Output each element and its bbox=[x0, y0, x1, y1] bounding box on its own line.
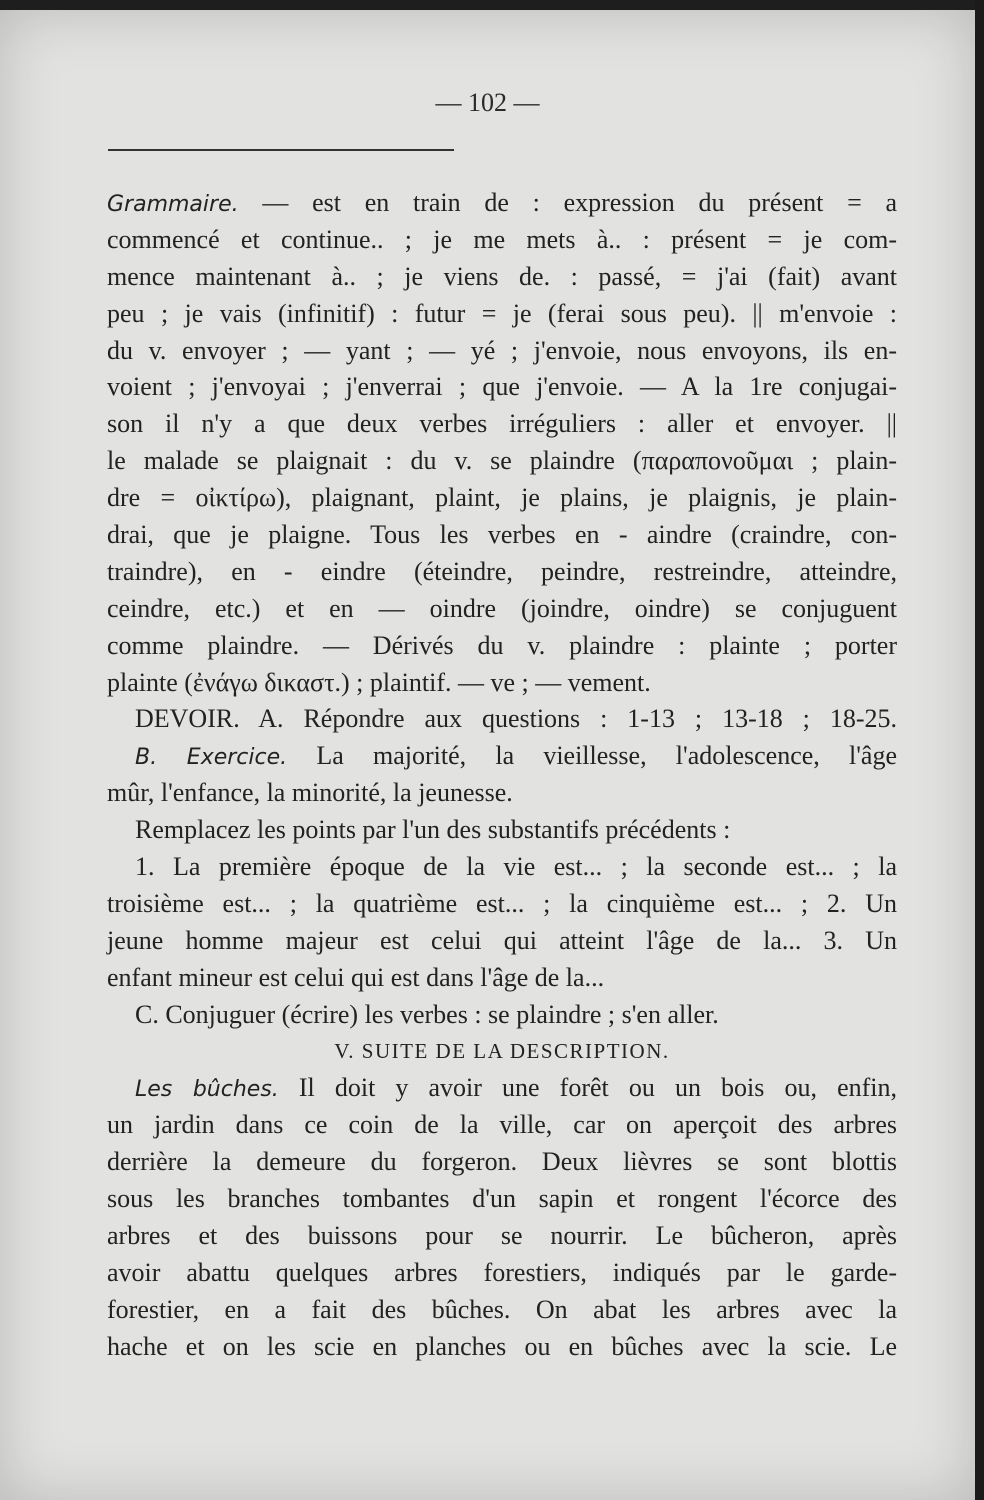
line-text: peu ; je vais (infinitif) : futur = je (ferai sous peu). || m'envoie : bbox=[107, 298, 897, 328]
text-line bbox=[107, 554, 897, 591]
line-text: 1. La première époque de la vie est... ; la seconde est... ; la bbox=[135, 852, 897, 882]
line-text: le malade se plaignait : du v. se plaindre (παραπονοῦμαι ; plain- bbox=[107, 446, 897, 476]
line-text: hache et on les scie en planches ou en bûches avec la scie. Le bbox=[107, 1331, 897, 1361]
line-text: derrière la demeure du forgeron. Deux lièvres se sont blottis bbox=[107, 1147, 897, 1177]
text-line bbox=[107, 406, 897, 443]
line-text: C. Conjuguer (écrire) les verbes : se plaindre ; s'en aller. bbox=[135, 999, 719, 1029]
text-line bbox=[107, 849, 897, 886]
scan-right-border bbox=[975, 0, 984, 1500]
section-rule bbox=[108, 149, 454, 151]
text-line bbox=[107, 1144, 897, 1181]
italic-lead: Grammaire. bbox=[107, 192, 239, 217]
text-line bbox=[107, 222, 897, 259]
text-line bbox=[107, 185, 897, 222]
line-text: troisième est... ; la quatrième est... ; la cinquième est... ; 2. Un bbox=[107, 888, 897, 918]
line-text: mûr, l'enfance, la minorité, la jeunesse. bbox=[107, 778, 513, 808]
line-text: du v. envoyer ; — yant ; — yé ; j'envoie, nous envoyons, ils en- bbox=[107, 335, 897, 365]
line-text: jeune homme majeur est celui qui atteint l'âge de la... 3. Un bbox=[107, 925, 897, 955]
text-line bbox=[107, 517, 897, 554]
italic-lead: B. Exercice. bbox=[135, 745, 288, 771]
line-text: son il n'y a que deux verbes irréguliers : aller et envoyer. || bbox=[107, 409, 897, 439]
book-page bbox=[0, 10, 975, 1500]
text-line bbox=[107, 1329, 897, 1366]
line-text: DEVOIR. A. Répondre aux questions : 1-13 ; 13-18 ; 18-25. bbox=[135, 704, 897, 734]
text-line bbox=[107, 369, 897, 406]
text-line bbox=[107, 997, 897, 1034]
text-line bbox=[107, 628, 897, 665]
text-line bbox=[107, 1070, 897, 1107]
line-text: mence maintenant à.. ; je viens de. : passé, = j'ai (fait) avant bbox=[107, 261, 897, 291]
text-line bbox=[107, 259, 897, 296]
text-line bbox=[107, 1218, 897, 1255]
line-text: voient ; j'envoyai ; j'enverrai ; que j'envoie. — A la 1re conjugai- bbox=[107, 372, 897, 402]
line-text: La majorité, la vieillesse, l'adolescence, l'âge bbox=[287, 741, 897, 771]
text-line bbox=[107, 1292, 897, 1329]
line-text: avoir abattu quelques arbres forestiers, indiqués par le garde- bbox=[107, 1257, 897, 1287]
scan-top-border bbox=[0, 0, 984, 10]
line-text: — est en train de : expression du présent = a bbox=[238, 188, 897, 217]
line-text: forestier, en a fait des bûches. On abat les arbres avec la bbox=[107, 1294, 897, 1324]
text-line bbox=[107, 886, 897, 923]
text-line bbox=[107, 333, 897, 370]
line-text: Il doit y avoir une forêt ou un bois ou, enfin, bbox=[278, 1073, 898, 1103]
text-line bbox=[107, 665, 897, 702]
text-line bbox=[107, 923, 897, 960]
line-text: ceindre, etc.) et en — oindre (joindre, oindre) se conjuguent bbox=[107, 593, 897, 623]
line-text: drai, que je plaigne. Tous les verbes en - aindre (craindre, con- bbox=[107, 520, 897, 550]
text-line bbox=[107, 701, 897, 738]
line-text: un jardin dans ce coin de la ville, car on aperçoit des arbres bbox=[107, 1110, 897, 1140]
text-line bbox=[107, 738, 897, 775]
line-text: commencé et continue.. ; je me mets à.. : présent = je com- bbox=[107, 224, 897, 254]
line-text: enfant mineur est celui qui est dans l'âge de la... bbox=[107, 962, 605, 992]
text-line bbox=[107, 480, 897, 517]
text-line bbox=[107, 1181, 897, 1218]
line-text: dre = οἰκτίρω), plaignant, plaint, je plains, je plaignis, je plain- bbox=[107, 483, 897, 513]
italic-lead: Les bûches. bbox=[135, 1077, 279, 1103]
text-line bbox=[107, 443, 897, 480]
line-text: arbres et des buissons pour se nourrir. Le bûcheron, après bbox=[107, 1220, 897, 1250]
text-line bbox=[107, 1255, 897, 1292]
line-text: Remplacez les points par l'un des substantifs précédents : bbox=[135, 815, 731, 845]
text-line bbox=[107, 296, 897, 333]
text-line bbox=[107, 775, 897, 812]
text-line bbox=[107, 1107, 897, 1144]
text-line bbox=[107, 812, 897, 849]
text-line bbox=[107, 960, 897, 997]
line-text: comme plaindre. — Dérivés du v. plaindre : plainte ; porter bbox=[107, 630, 897, 660]
line-text: plainte (ἐνάγω δικαστ.) ; plaintif. — ve ; — vement. bbox=[107, 667, 651, 697]
line-text: traindre), en - eindre (éteindre, peindre, restreindre, atteindre, bbox=[107, 556, 897, 586]
text-line bbox=[107, 591, 897, 628]
page-number: — 102 — bbox=[435, 88, 540, 117]
line-text: sous les branches tombantes d'un sapin et rongent l'écorce des bbox=[107, 1184, 897, 1214]
body-text bbox=[107, 185, 897, 1366]
section-heading bbox=[107, 1033, 897, 1070]
line-text: V. SUITE DE LA DESCRIPTION. bbox=[334, 1039, 670, 1064]
